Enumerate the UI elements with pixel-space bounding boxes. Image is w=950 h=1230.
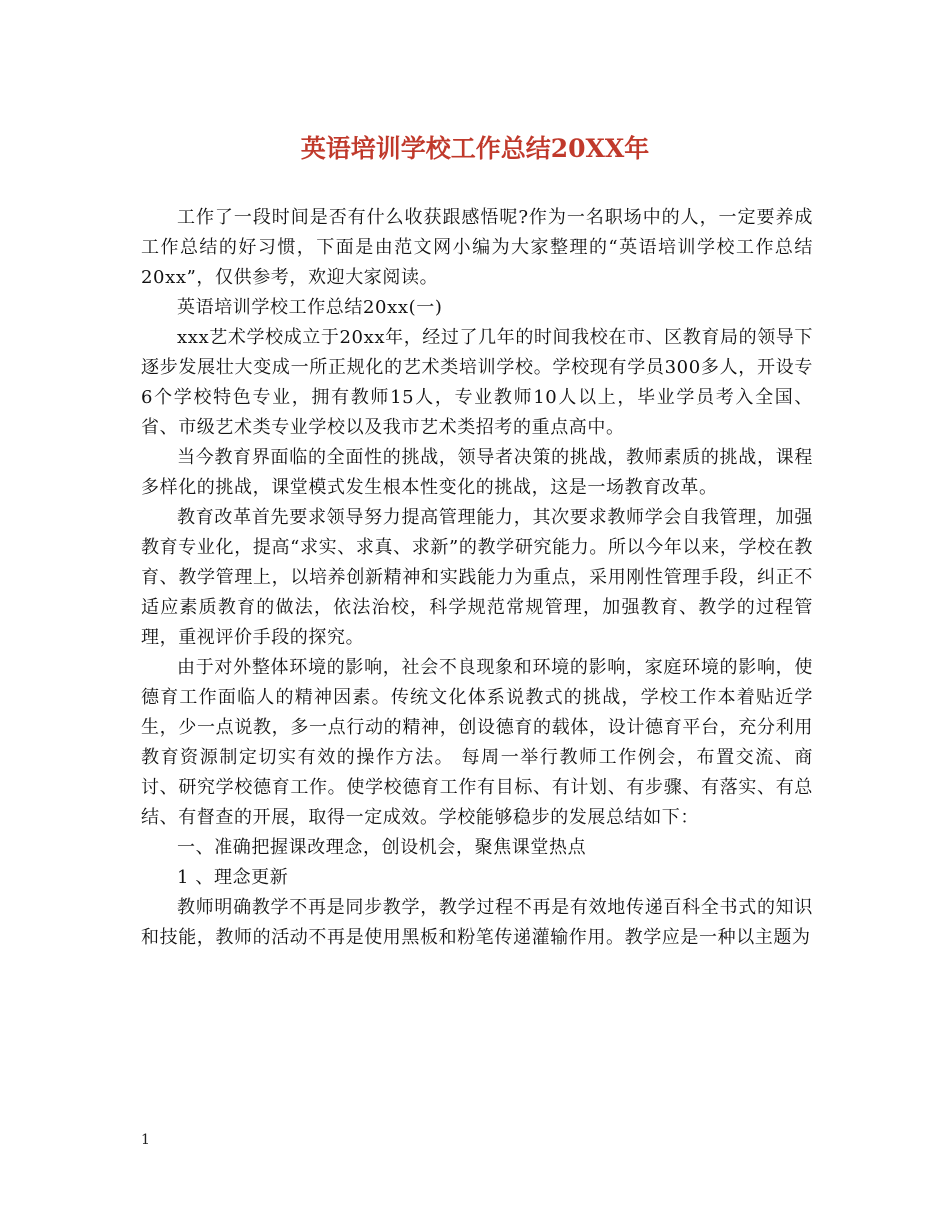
body-paragraph: xxx艺术学校成立于20xx年，经过了几年的时间我校在市、区教育局的领导下逐步发展壮大变成一所正规化的艺术类培训学校。学校现有学员300多人，开设专6个学校特色专业，拥有教师15人，专业教师10人以上，毕业学员考入全国、省、市级艺术类专业学校以及我市艺术类招考的重点高中。 <box>141 327 813 438</box>
body-paragraph: 由于对外整体环境的影响，社会不良现象和环境的影响，家庭环境的影响，使德育工作面临人的精神因素。传统文化体系说教式的挑战，学校工作本着贴近学生，少一点说教，多一点行动的精神，创设德育的载体，设计德育平台，充分利用教育资源制定切实有效的操作方法。 每周一举行教师工作例会，布置交流、商讨、研究学校德育工作。使学校德育工作有目标、有计划、有步骤、有落实、有总结、有督查的开展，取得一定成效。学校能够稳步的发展总结如下： <box>141 657 813 828</box>
body-paragraph: 教育改革首先要求领导努力提高管理能力，其次要求教师学会自我管理，加强教育专业化，提高“求实、求真、求新”的教学研究能力。所以今年以来，学校在教育、教学管理上，以培养创新精神和实践能力为重点，采用刚性管理手段，纠正不适应素质教育的做法，依法治校，科学规范常规管理，加强教育、教学的过程管理，重视评价手段的探究。 <box>141 507 813 648</box>
body-paragraph: 教师明确教学不再是同步教学，教学过程不再是有效地传递百科全书式的知识和技能，教师的活动不再是使用黑板和粉笔传递灌输作用。教学应是一种以主题为 <box>141 897 813 948</box>
document-body <box>141 203 813 953</box>
section-heading: 英语培训学校工作总结20xx(一) <box>177 297 443 318</box>
body-paragraph: 当今教育界面临的全面性的挑战，领导者决策的挑战，教师素质的挑战，课程多样化的挑战，课堂模式发生根本性变化的挑战，这是一场教育改革。 <box>141 447 813 498</box>
subsection-heading: 一、准确把握课改理念，创设机会，聚焦课堂热点 <box>177 837 587 858</box>
numbered-item-heading: 1 、理念更新 <box>177 867 289 888</box>
page-number: 1 <box>141 1132 150 1148</box>
intro-paragraph: 工作了一段时间是否有什么收获跟感悟呢?作为一名职场中的人，一定要养成工作总结的好习惯，下面是由范文网小编为大家整理的“英语培训学校工作总结20xx”，仅供参考，欢迎大家阅读。 <box>141 207 813 288</box>
document-title: 英语培训学校工作总结20XX年 <box>300 134 650 163</box>
